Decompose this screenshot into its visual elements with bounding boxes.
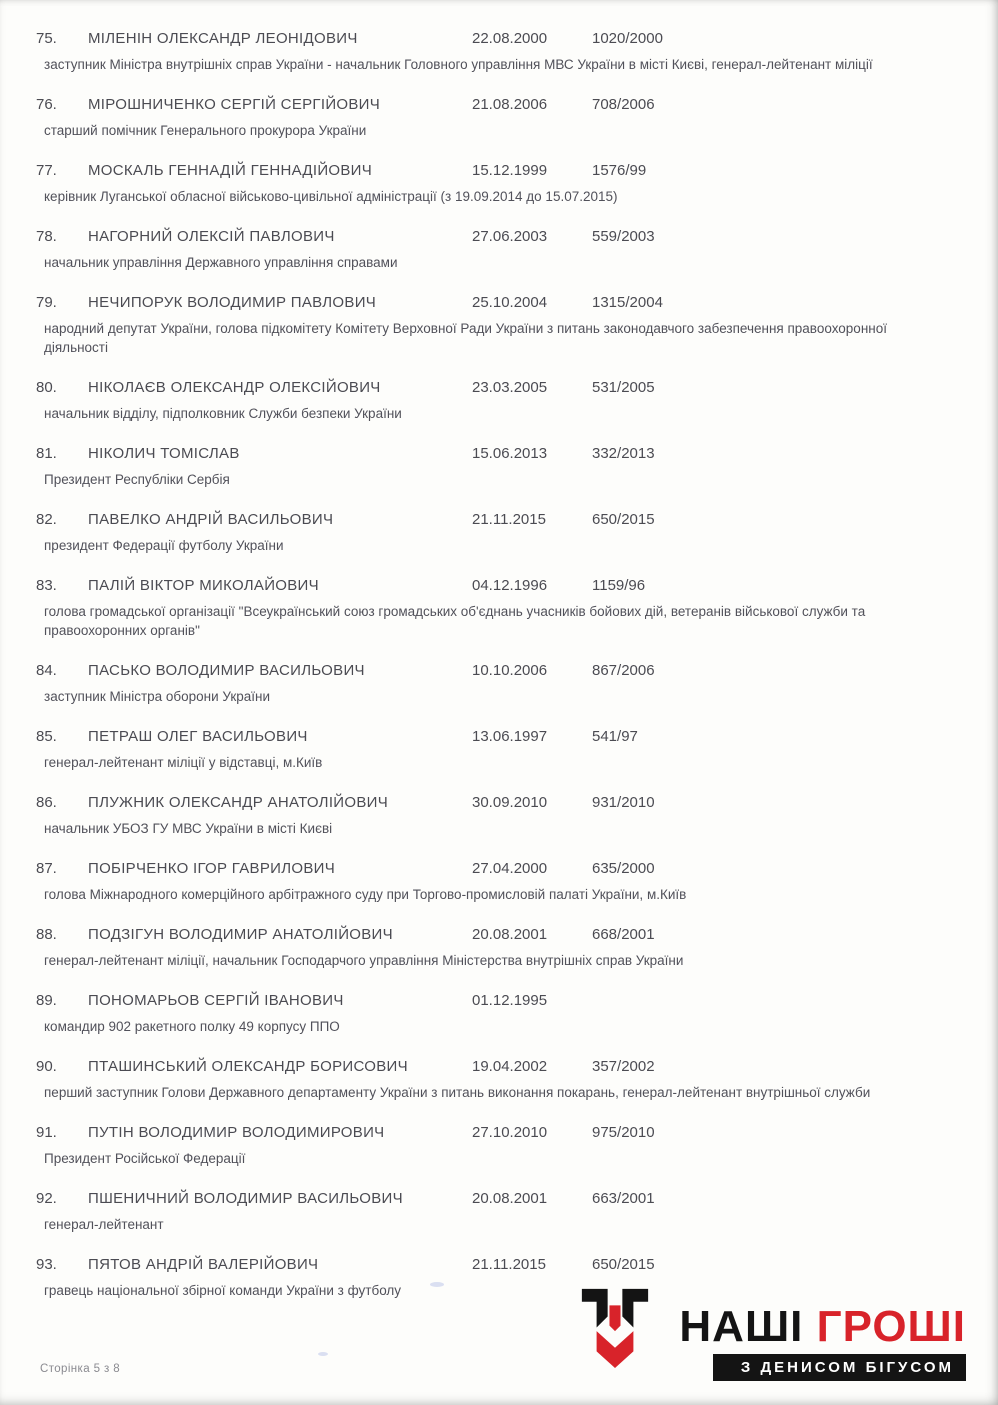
entry-description: старший помічник Генерального прокурора України [44,123,367,138]
entry-name: МІРОШНИЧЕНКО СЕРГІЙ СЕРГІЙОВИЧ [88,96,381,113]
entry-decree-number: 668/2001 [592,926,655,943]
entry-decree-number: 541/97 [592,728,638,745]
entry-date: 20.08.2001 [472,926,548,943]
entry-number: 79. [36,294,57,311]
entry-description: голова Міжнародного комерційного арбітражного суду при Торгово-промисловій палаті України, м.Київ [44,887,687,902]
list-item [36,1124,966,1168]
entry-description: начальник УБОЗ ГУ МВС України в місті Києві [44,821,333,836]
entry-date: 15.06.2013 [472,445,548,462]
entry-date: 21.11.2015 [472,1256,546,1273]
entry-number: 88. [36,926,57,943]
list-item [36,794,966,838]
entry-number: 89. [36,992,57,1009]
entry-decree-number: 867/2006 [592,662,655,679]
entry-number: 87. [36,860,57,877]
entry-decree-number: 1576/99 [592,162,647,179]
list-item [36,228,966,272]
entry-decree-number: 1315/2004 [592,294,663,311]
entry-name: ПОНОМАРЬОВ СЕРГІЙ ІВАНОВИЧ [88,992,344,1009]
entry-decree-number: 708/2006 [592,96,655,113]
entry-date: 27.10.2010 [472,1124,548,1141]
entry-number: 76. [36,96,57,113]
entry-description: заступник Міністра внутрішніх справ України - начальник Головного управління МВС України в місті Києві, генерал-лейтенант міліції [44,57,873,72]
entry-name: НІКОЛИЧ ТОМІСЛАВ [88,445,240,462]
entry-number: 83. [36,577,57,594]
entry-name: ПЕТРАШ ОЛЕГ ВАСИЛЬОВИЧ [88,728,308,745]
entry-date: 13.06.1997 [472,728,548,745]
entry-name: НЕЧИПОРУК ВОЛОДИМИР ПАВЛОВИЧ [88,294,377,311]
entry-name: ПШЕНИЧНИЙ ВОЛОДИМИР ВАСИЛЬОВИЧ [88,1190,403,1207]
page-number-label: Сторінка 5 з 8 [40,1363,121,1375]
entry-decree-number: 357/2002 [592,1058,655,1075]
entry-number: 75. [36,30,57,47]
entry-header-row [36,662,966,680]
entry-description: Президент Республіки Сербія [44,472,230,487]
entry-description: президент Федерації футболу України [44,538,284,553]
list-item [36,294,966,357]
entry-name: ПАЛІЙ ВІКТОР МИКОЛАЙОВИЧ [88,577,319,594]
entry-date: 25.10.2004 [472,294,548,311]
entry-decree-number: 1159/96 [592,577,646,594]
entry-name: ПТАШИНСЬКИЙ ОЛЕКСАНДР БОРИСОВИЧ [88,1058,408,1075]
entry-number: 92. [36,1190,57,1207]
entry-header-row [36,379,966,397]
entry-description: генерал-лейтенант міліції, начальник Господарчого управління Міністерства внутрішніх справ України [44,953,684,968]
entry-number: 77. [36,162,57,179]
entry-header-row [36,1124,966,1142]
entry-date: 22.08.2000 [472,30,548,47]
entry-decree-number: 650/2015 [592,511,655,528]
entry-header-row [36,1256,966,1274]
entry-date: 04.12.1996 [472,577,548,594]
entry-number: 90. [36,1058,57,1075]
entry-header-row [36,860,966,878]
entry-date: 10.10.2006 [472,662,548,679]
entry-number: 84. [36,662,57,679]
entry-header-row [36,1058,966,1076]
list-item [36,992,966,1036]
entry-description: керівник Луганської обласної військово-цивільної адміністрації (з 19.09.2014 до 15.07.2015) [44,189,618,204]
entry-name: НАГОРНИЙ ОЛЕКСІЙ ПАВЛОВИЧ [88,228,335,245]
entry-date: 21.08.2006 [472,96,548,113]
entry-description: командир 902 ракетного полку 49 корпусу ППО [44,1019,340,1034]
entry-description: гравець національної збірної команди України з футболу [44,1283,402,1298]
entry-date: 15.12.1999 [472,162,548,179]
entry-decree-number: 975/2010 [592,1124,655,1141]
entry-header-row [36,1190,966,1208]
entry-header-row [36,926,966,944]
entry-number: 93. [36,1256,57,1273]
entry-name: ПАВЕЛКО АНДРІЙ ВАСИЛЬОВИЧ [88,511,334,528]
entry-header-row [36,794,966,812]
nashi-hroshi-logo-icon [569,1285,661,1381]
nashi-hroshi-logo [569,1285,966,1381]
entry-decree-number: 635/2000 [592,860,655,877]
list-item [36,96,966,140]
list-item [36,926,966,970]
entry-decree-number: 559/2003 [592,228,655,245]
list-item [36,379,966,423]
entry-description: начальник відділу, підполковник Служби безпеки України [44,406,402,421]
nashi-hroshi-logo-text [679,1304,966,1381]
entry-description: генерал-лейтенант [44,1217,164,1232]
entry-description: начальник управління Державного управління справами [44,255,398,270]
entry-description: перший заступник Голови Державного департаменту України з питань виконання покарань, генерал-лейтенант внутрішньої служби [44,1085,871,1100]
list-item [36,728,966,772]
entry-date: 01.12.1995 [472,992,548,1009]
entry-date: 30.09.2010 [472,794,548,811]
entry-name: ПЯТОВ АНДРІЙ ВАЛЕРІЙОВИЧ [88,1256,319,1273]
entry-header-row [36,30,966,48]
entry-number: 81. [36,445,57,462]
list-item [36,1058,966,1102]
entry-header-row [36,294,966,312]
entry-description: заступник Міністра оборони України [44,689,271,704]
entry-header-row [36,228,966,246]
entry-decree-number: 1020/2000 [592,30,663,47]
entry-number: 85. [36,728,57,745]
entry-description: народний депутат України, голова підкомітету Комітету Верховної Ради України з питань законодавчого забезпечення правоохоронної діяльності [44,321,887,355]
entry-number: 78. [36,228,57,245]
entry-number: 82. [36,511,57,528]
list-item [36,860,966,904]
entry-name: ПОБІРЧЕНКО ІГОР ГАВРИЛОВИЧ [88,860,336,877]
entry-date: 27.06.2003 [472,228,548,245]
entry-decree-number: 531/2005 [592,379,655,396]
entry-date: 27.04.2000 [472,860,548,877]
entry-header-row [36,162,966,180]
logo-title-black: НАШІ [679,1302,804,1351]
list-item [36,445,966,489]
entry-decree-number: 663/2001 [592,1190,655,1207]
entry-number: 91. [36,1124,57,1141]
entry-date: 21.11.2015 [472,511,546,528]
entry-date: 23.03.2005 [472,379,548,396]
entry-header-row [36,445,966,463]
entry-name: МІЛЕНІН ОЛЕКСАНДР ЛЕОНІДОВИЧ [88,30,358,47]
entry-decree-number: 650/2015 [592,1256,655,1273]
entry-description: генерал-лейтенант міліції у відставці, м.Київ [44,755,323,770]
logo-title [679,1304,966,1350]
list-item [36,30,966,74]
logo-title-red: ГРОШІ [816,1302,966,1351]
entry-date: 20.08.2001 [472,1190,548,1207]
entry-header-row [36,992,966,1010]
entry-name: НІКОЛАЄВ ОЛЕКСАНДР ОЛЕКСІЙОВИЧ [88,379,381,396]
list-item [36,662,966,706]
entry-header-row [36,96,966,114]
logo-subtitle-bar: З ДЕНИСОМ БІГУСОМ [713,1354,966,1381]
list-item [36,577,966,640]
entry-date: 19.04.2002 [472,1058,548,1075]
entry-name: ПЛУЖНИК ОЛЕКСАНДР АНАТОЛІЙОВИЧ [88,794,389,811]
scan-artifact [318,1352,328,1356]
entry-name: ПАСЬКО ВОЛОДИМИР ВАСИЛЬОВИЧ [88,662,365,679]
entry-header-row [36,511,966,529]
entry-decree-number: 332/2013 [592,445,655,462]
entry-header-row [36,577,966,595]
entry-description: Президент Російської Федерації [44,1151,246,1166]
entry-number: 80. [36,379,57,396]
list-item [36,511,966,555]
list-item [36,1190,966,1234]
entry-description: голова громадської організації "Всеукраїнський союз громадських об'єднань учасників бойових дій, ветеранів військової служби та правоохоронних органів" [44,604,866,638]
list-item [36,162,966,206]
entry-name: ПУТІН ВОЛОДИМИР ВОЛОДИМИРОВИЧ [88,1124,385,1141]
entry-name: МОСКАЛЬ ГЕННАДІЙ ГЕННАДІЙОВИЧ [88,162,373,179]
entry-number: 86. [36,794,57,811]
entry-header-row [36,728,966,746]
entry-name: ПОДЗІГУН ВОЛОДИМИР АНАТОЛІЙОВИЧ [88,926,393,943]
entry-decree-number: 931/2010 [592,794,655,811]
